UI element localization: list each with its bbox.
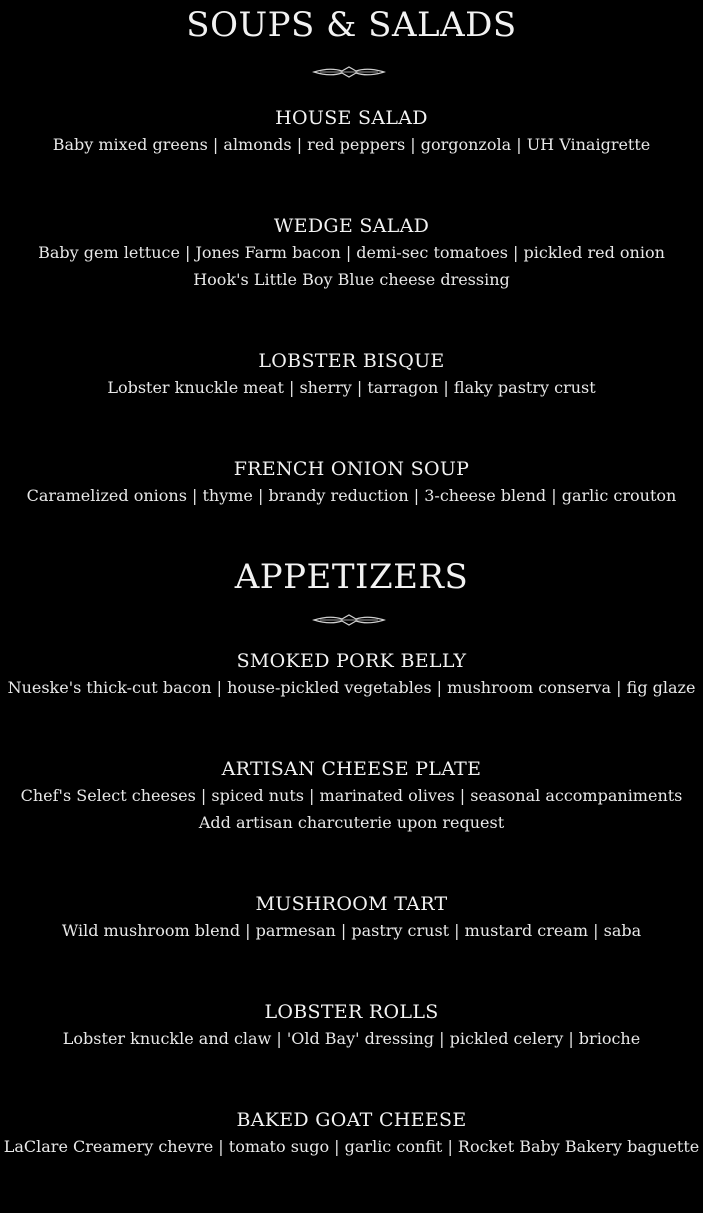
menu-item-artisan-cheese-plate bbox=[0, 756, 703, 836]
item-description: Lobster knuckle meat | sherry | tarragon | flaky pastry crust bbox=[107, 378, 596, 397]
menu-item-mushroom-tart bbox=[0, 891, 703, 944]
menu-item-french-onion-soup bbox=[0, 456, 703, 509]
item-description: Hook's Little Boy Blue cheese dressing bbox=[193, 270, 510, 289]
item-description: Caramelized onions | thyme | brandy reduction | 3-cheese blend | garlic crouton bbox=[26, 486, 677, 505]
ornamental-divider-icon bbox=[312, 65, 386, 79]
item-name: LOBSTER ROLLS bbox=[264, 1001, 439, 1023]
menu-item-wedge-salad bbox=[0, 213, 703, 293]
section-title-appetizers: APPETIZERS bbox=[234, 557, 469, 597]
item-description: Nueske's thick-cut bacon | house-pickled vegetables | mushroom conserva | fig glaze bbox=[7, 678, 696, 697]
menu-item-house-salad bbox=[0, 105, 703, 158]
item-description: Lobster knuckle and claw | 'Old Bay' dressing | pickled celery | brioche bbox=[62, 1029, 641, 1048]
menu-item-smoked-pork-belly bbox=[0, 648, 703, 701]
item-name: MUSHROOM TART bbox=[255, 893, 448, 915]
item-description: Add artisan charcuterie upon request bbox=[198, 813, 505, 832]
item-name: LOBSTER BISQUE bbox=[258, 350, 445, 372]
item-name: WEDGE SALAD bbox=[273, 215, 430, 237]
item-name: BAKED GOAT CHEESE bbox=[236, 1109, 467, 1131]
item-description: LaClare Creamery chevre | tomato sugo | garlic confit | Rocket Baby Bakery baguette bbox=[3, 1137, 700, 1156]
item-name: ARTISAN CHEESE PLATE bbox=[221, 758, 482, 780]
menu-item-baked-goat-cheese bbox=[0, 1107, 703, 1160]
item-description: Baby mixed greens | almonds | red peppers | gorgonzola | UH Vinaigrette bbox=[52, 135, 651, 154]
menu-item-lobster-bisque bbox=[0, 348, 703, 401]
item-description: Chef's Select cheeses | spiced nuts | marinated olives | seasonal accompaniments bbox=[20, 786, 683, 805]
item-name: SMOKED PORK BELLY bbox=[236, 650, 467, 672]
ornamental-divider-icon bbox=[312, 613, 386, 627]
item-name: FRENCH ONION SOUP bbox=[233, 458, 470, 480]
item-description: Wild mushroom blend | parmesan | pastry crust | mustard cream | saba bbox=[61, 921, 642, 940]
item-name: HOUSE SALAD bbox=[275, 107, 428, 129]
menu-item-lobster-rolls bbox=[0, 999, 703, 1052]
section-title-soups-salads: SOUPS & SALADS bbox=[186, 5, 517, 45]
item-description: Baby gem lettuce | Jones Farm bacon | demi-sec tomatoes | pickled red onion bbox=[38, 243, 665, 262]
